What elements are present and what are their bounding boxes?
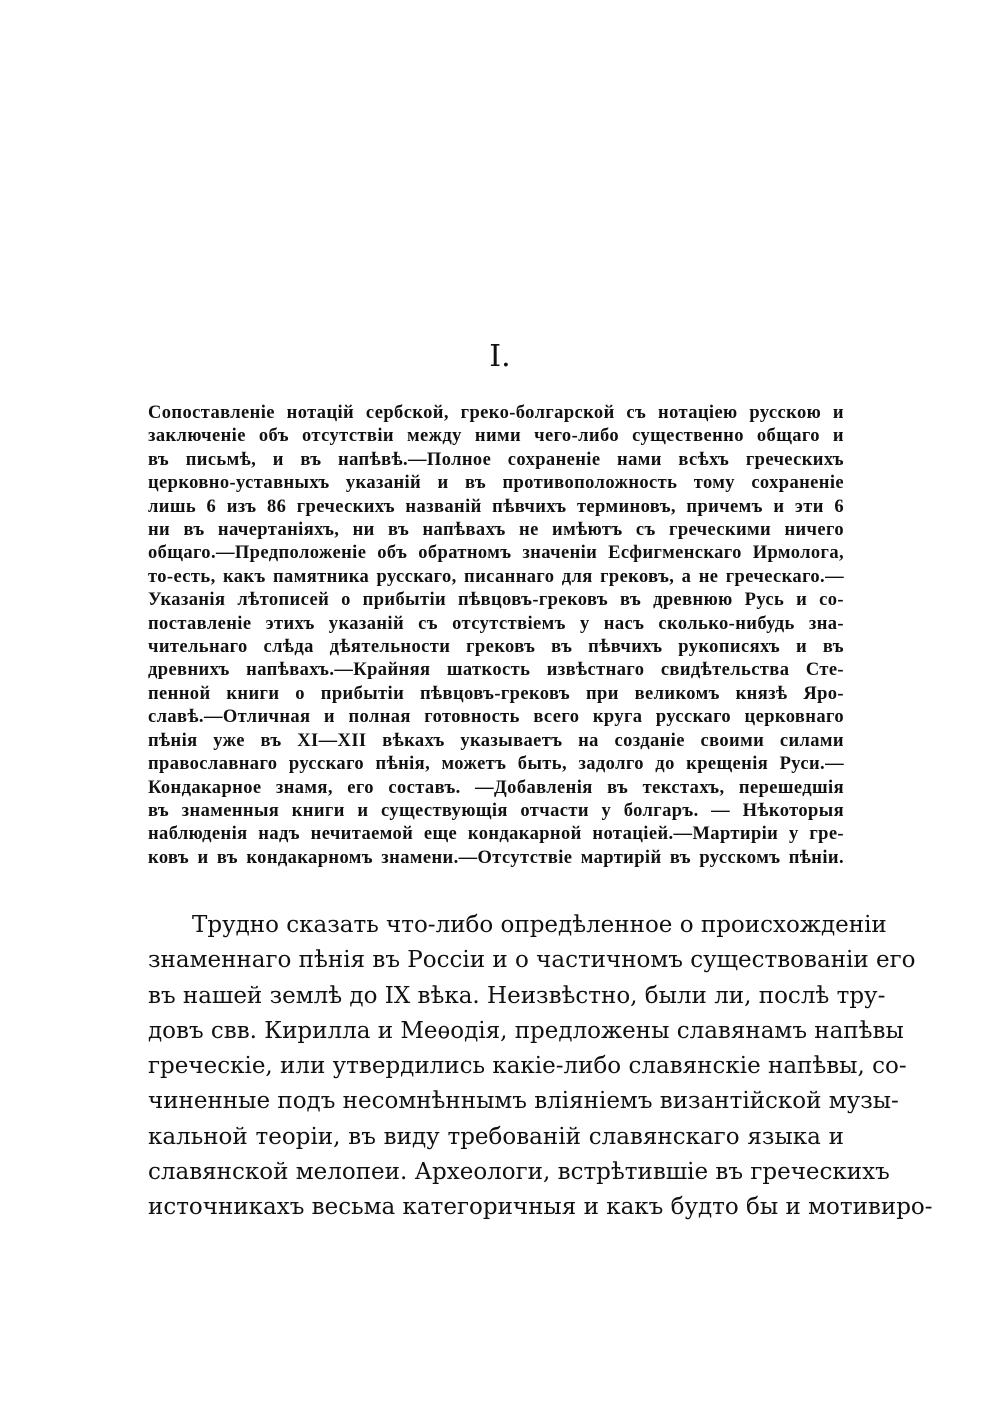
summary-line: древнихъ напѣвахъ.—Крайняя шаткость извѣстнаго свидѣтельства Сте- [148, 660, 844, 681]
summary-line: заключеніе объ отсутствіи между ними чего-либо существенно общаго и [148, 426, 844, 447]
body-line: греческіе, или утвердились какіе-либо славянскіе напѣвы, со- [148, 1053, 907, 1080]
chapter-number: I. [489, 339, 511, 374]
summary-line: православнаго русскаго пѣнія, можетъ быть, задолго до крещенія Руси.— [148, 754, 844, 775]
chapter-summary [148, 402, 844, 870]
body-line: Трудно сказать что-либо опредѣленное о происхожденіи [192, 912, 887, 938]
summary-line: лишь 6 изъ 86 греческихъ названій пѣвчихъ терминовъ, причемъ и эти 6 [148, 496, 844, 517]
summary-line: пенной книги о прибытіи пѣвцовъ-грековъ при великомъ князѣ Яро- [148, 683, 844, 704]
summary-line: въ письмѣ, и въ напѣвѣ.—Полное сохраненіе нами всѣхъ греческихъ [148, 449, 844, 470]
summary-line: Указанія лѣтописей о прибытіи пѣвцовъ-грековъ въ древнюю Русь и со- [148, 590, 844, 611]
summary-line: наблюденія надъ нечитаемой еще кондакарной нотаціей.—Мартиріи у гре- [148, 824, 844, 845]
body-line: довъ свв. Кирилла и Меѳодія, предложены славянамъ напѣвы [148, 1017, 904, 1044]
summary-line: ковъ и въ кондакарномъ знамени.—Отсутствіе мартирій въ русскомъ пѣніи. [148, 847, 844, 868]
summary-line: въ знаменныя книги и существующія отчасти у болгаръ. — Нѣкоторыя [148, 800, 844, 821]
body-paragraph [148, 908, 933, 1226]
body-line: источникахъ весьма категоричныя и какъ будто бы и мотивиро- [148, 1194, 933, 1221]
summary-line: Сопоставленіе нотацій сербской, греко-болгарской съ нотаціею русскою и [148, 403, 844, 423]
summary-line: церковно-уставныхъ указаній и въ противоположность тому сохраненіе [148, 473, 844, 494]
summary-line: то-есть, какъ памятника русскаго, писаннаго для грековъ, а не греческаго.— [148, 566, 844, 587]
summary-line: общаго.—Предположеніе объ обратномъ значеніи Есфигменскаго Ирмолога, [148, 543, 844, 564]
summary-line: пѣнія уже въ XI—XII вѣкахъ указываетъ на созданіе своими силами [148, 730, 844, 751]
body-line: въ нашей землѣ до IX вѣка. Неизвѣстно, были ли, послѣ тру- [148, 982, 886, 1009]
summary-line: чительнаго слѣда дѣятельности грековъ въ пѣвчихъ рукописяхъ и въ [148, 637, 844, 658]
summary-line: Кондакарное знамя, его составъ. —Добавленія въ текстахъ, перешедшія [148, 777, 844, 798]
body-line: знаменнаго пѣнія въ Россіи и о частичномъ существованіи его [148, 947, 916, 974]
summary-line: поставленіе этихъ указаній съ отсутствіемъ у насъ сколько-нибудь зна- [148, 613, 844, 634]
summary-line: ни въ начертаніяхъ, ни въ напѣвахъ не имѣютъ съ греческими ничего [148, 520, 844, 541]
summary-line: славѣ.—Отличная и полная готовность всего круга русскаго церковнаго [148, 707, 844, 728]
body-line: чиненные подъ несомнѣннымъ вліяніемъ византійской музы- [148, 1088, 899, 1115]
body-line: славянской мелопеи. Археологи, встрѣтившіе въ греческихъ [148, 1159, 890, 1186]
body-line: кальной теоріи, въ виду требованій славянскаго языка и [148, 1123, 844, 1150]
